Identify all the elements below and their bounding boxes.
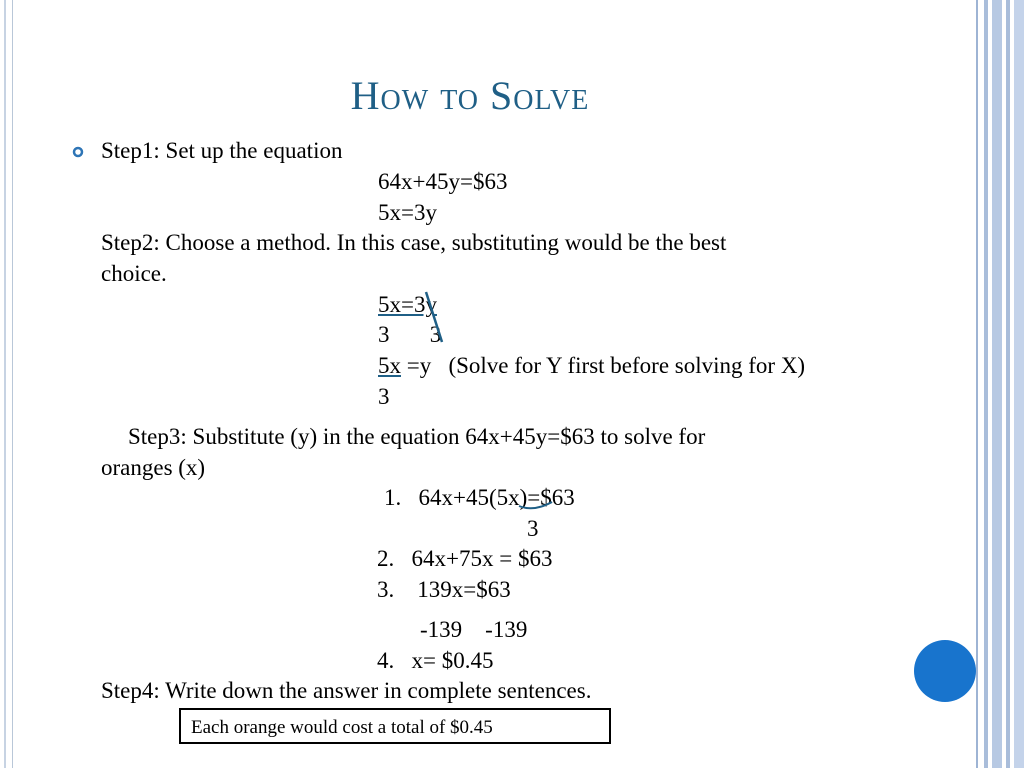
division-numerator: 5x=3y <box>378 292 437 317</box>
step1-text: Step1: Set up the equation <box>101 138 343 163</box>
solution-numerator: 5x <box>378 353 401 378</box>
step2-text-line1: Step2: Choose a method. In this case, substituting would be the best <box>101 230 727 255</box>
equation-2: 5x=3y <box>378 200 437 225</box>
division-denominator: 3 3 <box>378 322 442 347</box>
solution-denominator: 3 <box>378 384 390 409</box>
blue-decorative-circle <box>914 640 976 702</box>
list-item-1-denominator: 3 <box>527 516 539 541</box>
underline-stroke <box>519 502 552 508</box>
step3-text-line1: Step3: Substitute (y) in the equation 64x+45y=$63 to solve for <box>128 424 706 449</box>
slide-title: How to Solve <box>350 73 590 118</box>
list-item-2: 2. 64x+75x = $63 <box>377 546 553 571</box>
step4-text: Step4: Write down the answer in complete sentences. <box>101 678 592 703</box>
solution-remainder: =y (Solve for Y first before solving for X) <box>401 353 806 378</box>
cancel-stroke <box>426 292 442 342</box>
list-item-4: 4. x= $0.45 <box>377 648 494 673</box>
list-item-3: 3. 139x=$63 <box>377 577 511 602</box>
step2-text-line2: choice. <box>101 261 167 286</box>
step3-text-line2: oranges (x) <box>101 455 206 480</box>
answer-text: Each orange would cost a total of $0.45 <box>191 717 493 738</box>
list-item-3-subtraction: -139 -139 <box>420 617 528 642</box>
list-item-1: 1. 64x+45(5x)=$63 <box>384 485 575 510</box>
equation-1: 64x+45y=$63 <box>378 169 508 194</box>
